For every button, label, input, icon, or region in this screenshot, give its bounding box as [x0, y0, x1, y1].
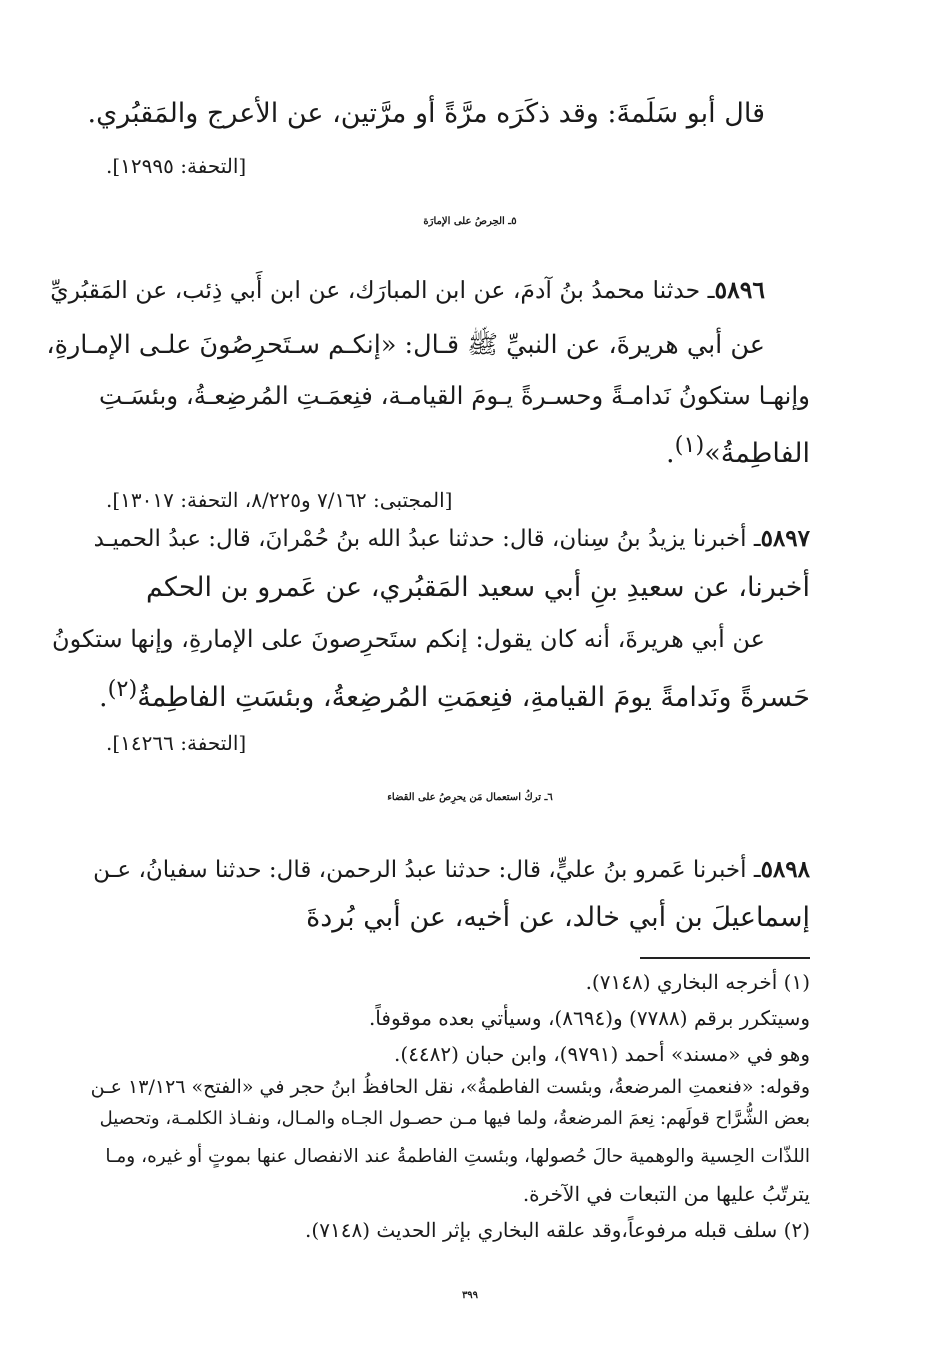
hadith-text: حَسرةً ونَدامةً يومَ القيامةِ، فنِعمَتِ المُرضِعةُ، وبئسَتِ الفاطِمةُ — [137, 682, 810, 713]
hadith-5896-line-3: وإنهـا ستكونُ نَدامـةً وحسـرةً يـومَ القيامـة، فنِعمَـتِ المُرضِعـةُ، وبئسَـتِ — [98, 381, 810, 410]
section-heading-5: ٥ـ الحِرصُ على الإمارَة — [423, 216, 517, 227]
footnote-marker: (٢) — [107, 676, 138, 702]
section-heading-6: ٦ـ تركُ استعمال مَن يحرِصُ على القضاء — [387, 792, 553, 803]
hadith-5897-line-2: أخبرنا، عن سعيدِ بنِ أبي سعيد المَقبُري، عن عَمرو بن الحكم — [145, 572, 810, 603]
reference-citation: [التحفة: ١٢٩٩٥]. — [106, 154, 247, 178]
footnote-1-line: بعض الشُّرَّاح قولَهم: نِعمَ المرضعةُ، ولما فيها مـن حصـول الجـاه والمـال، ونفـاذ الكلمـة، وتحصيل — [99, 1108, 810, 1129]
hadith-text: ـ أخبرنا عَمرو بنُ عليٍّ، قال: حدثنا عبدُ الرحمن، قال: حدثنا سفيانُ، عـن — [93, 857, 761, 883]
footnote-1-line: وسيتكرر برقم (٧٧٨٨) و(٨٦٩٤)، وسيأتي بعده موقوفاً. — [368, 1006, 810, 1030]
hadith-text: ـ حدثنا محمدُ بنُ آدمَ، عن ابن المبارَك، عن ابن أَبي ذِئب، عن المَقبُريِّ — [50, 276, 715, 304]
hadith-5897-line-4 — [99, 676, 810, 714]
footnote-marker: (١) — [674, 432, 705, 458]
footnote-1-line: وهو في «مسند» أحمد (٩٧٩١)، وابن حبان (٤٤٨٢). — [394, 1042, 810, 1066]
hadith-5896-line-2: عن أبي هريرةَ، عن النبيِّ ﷺ قـال: «إنكـم سـتَحرِصُونَ علـى الإمـارةِ، — [46, 330, 765, 360]
footnote-1-line: اللذّات الحِسية والوهمية حالَ حُصولها، وبئستِ الفاطمةُ عند الانفصال عنها بموتٍ أو غيره، ومـا — [105, 1146, 810, 1167]
hadith-5898-line-1 — [93, 856, 810, 885]
reference-citation: [التحفة: ١٤٢٦٦]. — [106, 731, 247, 755]
footnote-divider — [640, 957, 810, 959]
text-line: قال أبو سَلَمةَ: وقد ذكَرَه مرَّةً أو مرَّتين، عن الأعرج والمَقبُري. — [87, 98, 765, 129]
footnote-2: (٢) سلف قبله مرفوعاً،وقد علقه البخاري بإثر الحديث (٧١٤٨). — [305, 1218, 810, 1242]
page-number: ٣٩٩ — [461, 1290, 479, 1301]
hadith-5896-line-1 — [50, 276, 765, 304]
reference-citation: [المجتبى: ٧/١٦٢ و٨/٢٢٥، التحفة: ١٣٠١٧]. — [106, 488, 453, 512]
hadith-text: ـ أخبرنا يزيدُ بنُ سِنان، قال: حدثنا عبدُ الله بنُ حُمْرانَ، قال: عبدُ الحميـد — [93, 526, 761, 552]
footnote-1-line: يترتّبُ عليها من التبعات في الآخرة. — [522, 1182, 810, 1206]
hadith-5896-line-4 — [666, 432, 810, 470]
punctuation: . — [666, 438, 675, 469]
hadith-text: الفاطِمةُ» — [704, 438, 810, 469]
hadith-number: ٥٨٩٦ — [714, 276, 765, 304]
hadith-number: ٥٨٩٨ — [760, 856, 810, 883]
punctuation: . — [99, 682, 108, 713]
footnote-1: (١) أخرجه البخاري (٧١٤٨). — [585, 970, 810, 994]
hadith-5898-line-2: إسماعيلَ بن أبي خالد، عن أخيه، عن أبي بُردةَ — [306, 902, 810, 933]
hadith-5897-line-1 — [94, 525, 810, 554]
footnote-1-line: وقوله: «فنعمتِ المرضعةُ، وبئست الفاطمةُ»، نقل الحافظُ ابنُ حجر في «الفتح» ١٣/١٢٦ عـن — [90, 1076, 810, 1098]
hadith-number: ٥٨٩٧ — [760, 525, 810, 552]
hadith-5897-line-3: عن أبي هريرةَ، أنه كان يقول: إنكم ستَحرِصونَ على الإمارةِ، وإنها ستكونُ — [51, 625, 765, 653]
